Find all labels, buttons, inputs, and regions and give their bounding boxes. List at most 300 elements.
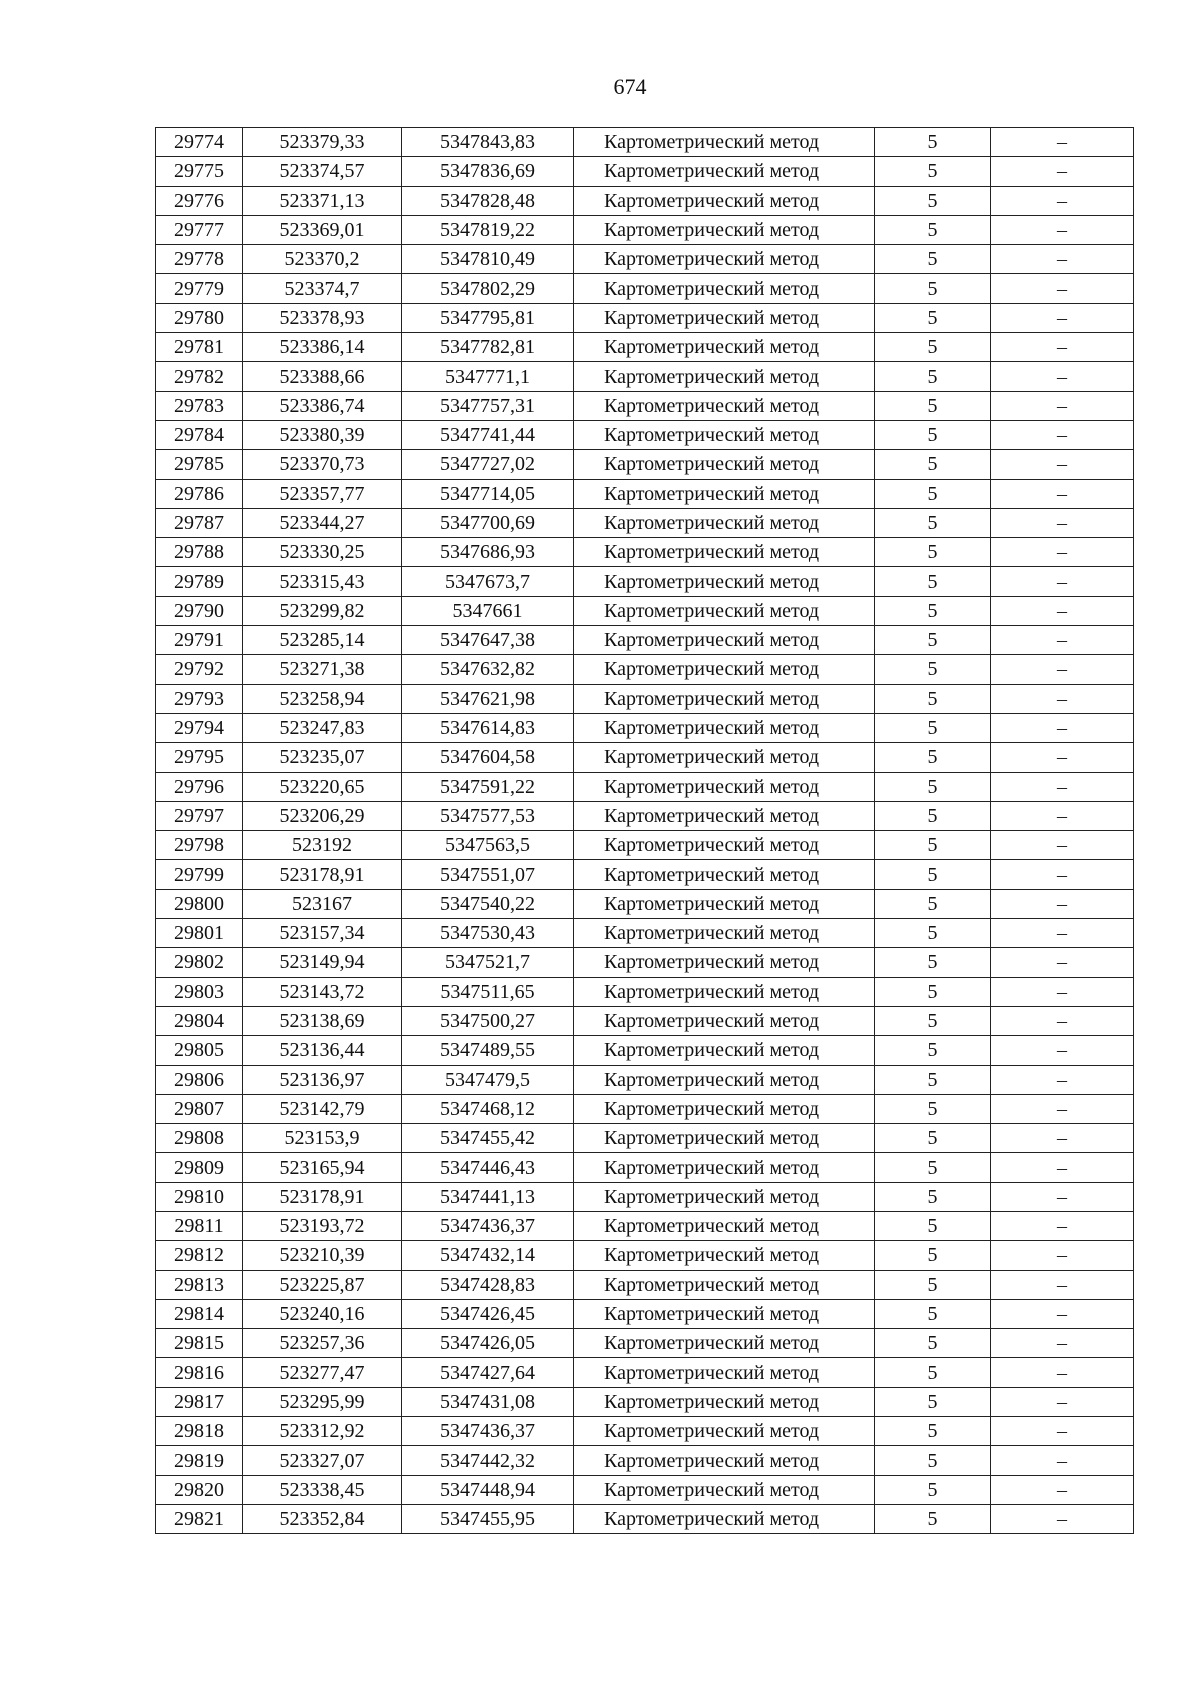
table-row [156, 596, 1134, 625]
accuracy-cell: 5 [875, 1006, 991, 1035]
accuracy-cell: 5 [875, 1270, 991, 1299]
point-number-cell: 29796 [156, 772, 243, 801]
accuracy-cell: 5 [875, 303, 991, 332]
method-cell: Картометрический метод [574, 1446, 875, 1475]
accuracy-cell: 5 [875, 1153, 991, 1182]
y-coordinate-cell: 5347802,29 [402, 274, 574, 303]
accuracy-cell: 5 [875, 743, 991, 772]
coordinates-table [155, 127, 1134, 1534]
coordinates-table-body [156, 128, 1134, 1534]
point-number-cell: 29787 [156, 508, 243, 537]
description-cell: – [991, 508, 1134, 537]
method-cell: Картометрический метод [574, 1417, 875, 1446]
accuracy-cell: 5 [875, 362, 991, 391]
accuracy-cell: 5 [875, 1358, 991, 1387]
description-cell: – [991, 948, 1134, 977]
accuracy-cell: 5 [875, 919, 991, 948]
method-cell: Картометрический метод [574, 391, 875, 420]
table-row [156, 1475, 1134, 1504]
y-coordinate-cell: 5347621,98 [402, 684, 574, 713]
method-cell: Картометрический метод [574, 743, 875, 772]
point-number-cell: 29821 [156, 1504, 243, 1533]
y-coordinate-cell: 5347757,31 [402, 391, 574, 420]
method-cell: Картометрический метод [574, 801, 875, 830]
x-coordinate-cell: 523271,38 [243, 655, 402, 684]
point-number-cell: 29798 [156, 831, 243, 860]
table-row [156, 1299, 1134, 1328]
accuracy-cell: 5 [875, 508, 991, 537]
method-cell: Картометрический метод [574, 479, 875, 508]
description-cell: – [991, 420, 1134, 449]
description-cell: – [991, 567, 1134, 596]
method-cell: Картометрический метод [574, 215, 875, 244]
accuracy-cell: 5 [875, 684, 991, 713]
table-row [156, 1504, 1134, 1533]
table-row [156, 919, 1134, 948]
description-cell: – [991, 186, 1134, 215]
point-number-cell: 29782 [156, 362, 243, 391]
accuracy-cell: 5 [875, 391, 991, 420]
method-cell: Картометрический метод [574, 538, 875, 567]
point-number-cell: 29815 [156, 1329, 243, 1358]
x-coordinate-cell: 523327,07 [243, 1446, 402, 1475]
table-row [156, 977, 1134, 1006]
description-cell: – [991, 479, 1134, 508]
point-number-cell: 29789 [156, 567, 243, 596]
description-cell: – [991, 333, 1134, 362]
method-cell: Картометрический метод [574, 1299, 875, 1328]
table-row [156, 538, 1134, 567]
description-cell: – [991, 684, 1134, 713]
point-number-cell: 29785 [156, 450, 243, 479]
accuracy-cell: 5 [875, 977, 991, 1006]
accuracy-cell: 5 [875, 1387, 991, 1416]
point-number-cell: 29816 [156, 1358, 243, 1387]
method-cell: Картометрический метод [574, 1065, 875, 1094]
point-number-cell: 29807 [156, 1094, 243, 1123]
x-coordinate-cell: 523386,74 [243, 391, 402, 420]
point-number-cell: 29799 [156, 860, 243, 889]
method-cell: Картометрический метод [574, 772, 875, 801]
description-cell: – [991, 362, 1134, 391]
x-coordinate-cell: 523315,43 [243, 567, 402, 596]
point-number-cell: 29791 [156, 626, 243, 655]
table-row [156, 1241, 1134, 1270]
method-cell: Картометрический метод [574, 1358, 875, 1387]
method-cell: Картометрический метод [574, 1475, 875, 1504]
y-coordinate-cell: 5347828,48 [402, 186, 574, 215]
x-coordinate-cell: 523338,45 [243, 1475, 402, 1504]
table-row [156, 684, 1134, 713]
y-coordinate-cell: 5347431,08 [402, 1387, 574, 1416]
y-coordinate-cell: 5347714,05 [402, 479, 574, 508]
y-coordinate-cell: 5347551,07 [402, 860, 574, 889]
method-cell: Картометрический метод [574, 1153, 875, 1182]
table-row [156, 1065, 1134, 1094]
x-coordinate-cell: 523374,57 [243, 157, 402, 186]
x-coordinate-cell: 523374,7 [243, 274, 402, 303]
method-cell: Картометрический метод [574, 860, 875, 889]
x-coordinate-cell: 523136,97 [243, 1065, 402, 1094]
description-cell: – [991, 450, 1134, 479]
method-cell: Картометрический метод [574, 889, 875, 918]
y-coordinate-cell: 5347441,13 [402, 1182, 574, 1211]
table-row [156, 128, 1134, 157]
table-row [156, 450, 1134, 479]
y-coordinate-cell: 5347530,43 [402, 919, 574, 948]
table-row [156, 713, 1134, 742]
accuracy-cell: 5 [875, 655, 991, 684]
table-row [156, 1329, 1134, 1358]
method-cell: Картометрический метод [574, 1504, 875, 1533]
accuracy-cell: 5 [875, 450, 991, 479]
y-coordinate-cell: 5347448,94 [402, 1475, 574, 1504]
point-number-cell: 29788 [156, 538, 243, 567]
x-coordinate-cell: 523388,66 [243, 362, 402, 391]
y-coordinate-cell: 5347836,69 [402, 157, 574, 186]
accuracy-cell: 5 [875, 1446, 991, 1475]
x-coordinate-cell: 523220,65 [243, 772, 402, 801]
y-coordinate-cell: 5347810,49 [402, 245, 574, 274]
point-number-cell: 29776 [156, 186, 243, 215]
x-coordinate-cell: 523299,82 [243, 596, 402, 625]
point-number-cell: 29786 [156, 479, 243, 508]
accuracy-cell: 5 [875, 420, 991, 449]
x-coordinate-cell: 523379,33 [243, 128, 402, 157]
table-row [156, 860, 1134, 889]
accuracy-cell: 5 [875, 479, 991, 508]
table-row [156, 1446, 1134, 1475]
method-cell: Картометрический метод [574, 948, 875, 977]
table-row [156, 274, 1134, 303]
y-coordinate-cell: 5347426,05 [402, 1329, 574, 1358]
x-coordinate-cell: 523378,93 [243, 303, 402, 332]
method-cell: Картометрический метод [574, 831, 875, 860]
method-cell: Картометрический метод [574, 1094, 875, 1123]
point-number-cell: 29818 [156, 1417, 243, 1446]
y-coordinate-cell: 5347442,32 [402, 1446, 574, 1475]
x-coordinate-cell: 523225,87 [243, 1270, 402, 1299]
accuracy-cell: 5 [875, 1241, 991, 1270]
table-row [156, 1211, 1134, 1240]
accuracy-cell: 5 [875, 889, 991, 918]
y-coordinate-cell: 5347700,69 [402, 508, 574, 537]
accuracy-cell: 5 [875, 831, 991, 860]
accuracy-cell: 5 [875, 1504, 991, 1533]
y-coordinate-cell: 5347436,37 [402, 1211, 574, 1240]
table-row [156, 333, 1134, 362]
description-cell: – [991, 1299, 1134, 1328]
description-cell: – [991, 801, 1134, 830]
method-cell: Картометрический метод [574, 567, 875, 596]
description-cell: – [991, 1358, 1134, 1387]
x-coordinate-cell: 523370,2 [243, 245, 402, 274]
y-coordinate-cell: 5347843,83 [402, 128, 574, 157]
accuracy-cell: 5 [875, 215, 991, 244]
table-row [156, 157, 1134, 186]
description-cell: – [991, 772, 1134, 801]
accuracy-cell: 5 [875, 948, 991, 977]
x-coordinate-cell: 523247,83 [243, 713, 402, 742]
description-cell: – [991, 977, 1134, 1006]
y-coordinate-cell: 5347741,44 [402, 420, 574, 449]
table-row [156, 245, 1134, 274]
table-row [156, 479, 1134, 508]
y-coordinate-cell: 5347540,22 [402, 889, 574, 918]
description-cell: – [991, 1241, 1134, 1270]
description-cell: – [991, 1475, 1134, 1504]
x-coordinate-cell: 523149,94 [243, 948, 402, 977]
point-number-cell: 29795 [156, 743, 243, 772]
point-number-cell: 29784 [156, 420, 243, 449]
method-cell: Картометрический метод [574, 362, 875, 391]
x-coordinate-cell: 523285,14 [243, 626, 402, 655]
y-coordinate-cell: 5347428,83 [402, 1270, 574, 1299]
point-number-cell: 29783 [156, 391, 243, 420]
y-coordinate-cell: 5347479,5 [402, 1065, 574, 1094]
point-number-cell: 29781 [156, 333, 243, 362]
x-coordinate-cell: 523352,84 [243, 1504, 402, 1533]
point-number-cell: 29820 [156, 1475, 243, 1504]
description-cell: – [991, 1329, 1134, 1358]
accuracy-cell: 5 [875, 1211, 991, 1240]
x-coordinate-cell: 523157,34 [243, 919, 402, 948]
method-cell: Картометрический метод [574, 508, 875, 537]
table-row [156, 1417, 1134, 1446]
method-cell: Картометрический метод [574, 128, 875, 157]
description-cell: – [991, 1446, 1134, 1475]
description-cell: – [991, 303, 1134, 332]
accuracy-cell: 5 [875, 128, 991, 157]
table-row [156, 1270, 1134, 1299]
x-coordinate-cell: 523380,39 [243, 420, 402, 449]
x-coordinate-cell: 523258,94 [243, 684, 402, 713]
x-coordinate-cell: 523178,91 [243, 860, 402, 889]
x-coordinate-cell: 523257,36 [243, 1329, 402, 1358]
method-cell: Картометрический метод [574, 596, 875, 625]
x-coordinate-cell: 523153,9 [243, 1124, 402, 1153]
table-row [156, 1387, 1134, 1416]
description-cell: – [991, 860, 1134, 889]
x-coordinate-cell: 523235,07 [243, 743, 402, 772]
y-coordinate-cell: 5347614,83 [402, 713, 574, 742]
method-cell: Картометрический метод [574, 1387, 875, 1416]
point-number-cell: 29809 [156, 1153, 243, 1182]
x-coordinate-cell: 523370,73 [243, 450, 402, 479]
accuracy-cell: 5 [875, 567, 991, 596]
x-coordinate-cell: 523312,92 [243, 1417, 402, 1446]
x-coordinate-cell: 523143,72 [243, 977, 402, 1006]
y-coordinate-cell: 5347489,55 [402, 1036, 574, 1065]
point-number-cell: 29793 [156, 684, 243, 713]
description-cell: – [991, 1094, 1134, 1123]
accuracy-cell: 5 [875, 1475, 991, 1504]
point-number-cell: 29819 [156, 1446, 243, 1475]
x-coordinate-cell: 523240,16 [243, 1299, 402, 1328]
method-cell: Картометрический метод [574, 1241, 875, 1270]
x-coordinate-cell: 523206,29 [243, 801, 402, 830]
y-coordinate-cell: 5347782,81 [402, 333, 574, 362]
x-coordinate-cell: 523369,01 [243, 215, 402, 244]
method-cell: Картометрический метод [574, 333, 875, 362]
x-coordinate-cell: 523210,39 [243, 1241, 402, 1270]
method-cell: Картометрический метод [574, 420, 875, 449]
table-row [156, 303, 1134, 332]
point-number-cell: 29811 [156, 1211, 243, 1240]
y-coordinate-cell: 5347795,81 [402, 303, 574, 332]
y-coordinate-cell: 5347577,53 [402, 801, 574, 830]
description-cell: – [991, 538, 1134, 567]
method-cell: Картометрический метод [574, 157, 875, 186]
description-cell: – [991, 1270, 1134, 1299]
table-row [156, 1036, 1134, 1065]
x-coordinate-cell: 523330,25 [243, 538, 402, 567]
table-row [156, 420, 1134, 449]
method-cell: Картометрический метод [574, 245, 875, 274]
description-cell: – [991, 1006, 1134, 1035]
x-coordinate-cell: 523371,13 [243, 186, 402, 215]
description-cell: – [991, 1211, 1134, 1240]
y-coordinate-cell: 5347468,12 [402, 1094, 574, 1123]
x-coordinate-cell: 523357,77 [243, 479, 402, 508]
x-coordinate-cell: 523193,72 [243, 1211, 402, 1240]
method-cell: Картометрический метод [574, 303, 875, 332]
y-coordinate-cell: 5347771,1 [402, 362, 574, 391]
accuracy-cell: 5 [875, 1036, 991, 1065]
method-cell: Картометрический метод [574, 1124, 875, 1153]
table-row [156, 801, 1134, 830]
point-number-cell: 29794 [156, 713, 243, 742]
point-number-cell: 29779 [156, 274, 243, 303]
y-coordinate-cell: 5347563,5 [402, 831, 574, 860]
description-cell: – [991, 1153, 1134, 1182]
description-cell: – [991, 1504, 1134, 1533]
table-row [156, 362, 1134, 391]
accuracy-cell: 5 [875, 1182, 991, 1211]
description-cell: – [991, 128, 1134, 157]
table-row [156, 655, 1134, 684]
table-row [156, 1006, 1134, 1035]
accuracy-cell: 5 [875, 157, 991, 186]
table-row [156, 508, 1134, 537]
point-number-cell: 29802 [156, 948, 243, 977]
y-coordinate-cell: 5347673,7 [402, 567, 574, 596]
description-cell: – [991, 889, 1134, 918]
point-number-cell: 29792 [156, 655, 243, 684]
y-coordinate-cell: 5347427,64 [402, 1358, 574, 1387]
accuracy-cell: 5 [875, 1417, 991, 1446]
description-cell: – [991, 919, 1134, 948]
table-row [156, 772, 1134, 801]
y-coordinate-cell: 5347511,65 [402, 977, 574, 1006]
accuracy-cell: 5 [875, 1094, 991, 1123]
description-cell: – [991, 1124, 1134, 1153]
point-number-cell: 29778 [156, 245, 243, 274]
description-cell: – [991, 1065, 1134, 1094]
y-coordinate-cell: 5347455,42 [402, 1124, 574, 1153]
point-number-cell: 29805 [156, 1036, 243, 1065]
point-number-cell: 29812 [156, 1241, 243, 1270]
point-number-cell: 29806 [156, 1065, 243, 1094]
x-coordinate-cell: 523295,99 [243, 1387, 402, 1416]
point-number-cell: 29790 [156, 596, 243, 625]
point-number-cell: 29775 [156, 157, 243, 186]
y-coordinate-cell: 5347521,7 [402, 948, 574, 977]
table-row [156, 889, 1134, 918]
table-row [156, 948, 1134, 977]
description-cell: – [991, 743, 1134, 772]
description-cell: – [991, 215, 1134, 244]
point-number-cell: 29801 [156, 919, 243, 948]
table-row [156, 215, 1134, 244]
table-row [156, 743, 1134, 772]
table-row [156, 1094, 1134, 1123]
point-number-cell: 29804 [156, 1006, 243, 1035]
table-row [156, 567, 1134, 596]
x-coordinate-cell: 523167 [243, 889, 402, 918]
y-coordinate-cell: 5347661 [402, 596, 574, 625]
accuracy-cell: 5 [875, 333, 991, 362]
method-cell: Картометрический метод [574, 450, 875, 479]
point-number-cell: 29774 [156, 128, 243, 157]
accuracy-cell: 5 [875, 1299, 991, 1328]
table-row [156, 391, 1134, 420]
table-row [156, 1182, 1134, 1211]
point-number-cell: 29810 [156, 1182, 243, 1211]
method-cell: Картометрический метод [574, 1182, 875, 1211]
description-cell: – [991, 157, 1134, 186]
method-cell: Картометрический метод [574, 919, 875, 948]
y-coordinate-cell: 5347455,95 [402, 1504, 574, 1533]
description-cell: – [991, 274, 1134, 303]
y-coordinate-cell: 5347426,45 [402, 1299, 574, 1328]
point-number-cell: 29780 [156, 303, 243, 332]
method-cell: Картометрический метод [574, 977, 875, 1006]
y-coordinate-cell: 5347727,02 [402, 450, 574, 479]
y-coordinate-cell: 5347446,43 [402, 1153, 574, 1182]
method-cell: Картометрический метод [574, 1270, 875, 1299]
y-coordinate-cell: 5347604,58 [402, 743, 574, 772]
point-number-cell: 29817 [156, 1387, 243, 1416]
table-row [156, 831, 1134, 860]
method-cell: Картометрический метод [574, 655, 875, 684]
point-number-cell: 29814 [156, 1299, 243, 1328]
method-cell: Картометрический метод [574, 713, 875, 742]
x-coordinate-cell: 523178,91 [243, 1182, 402, 1211]
description-cell: – [991, 626, 1134, 655]
y-coordinate-cell: 5347432,14 [402, 1241, 574, 1270]
accuracy-cell: 5 [875, 626, 991, 655]
table-row [156, 1124, 1134, 1153]
table-row [156, 1153, 1134, 1182]
x-coordinate-cell: 523165,94 [243, 1153, 402, 1182]
table-row [156, 186, 1134, 215]
y-coordinate-cell: 5347647,38 [402, 626, 574, 655]
method-cell: Картометрический метод [574, 1211, 875, 1240]
method-cell: Картометрический метод [574, 684, 875, 713]
description-cell: – [991, 831, 1134, 860]
method-cell: Картометрический метод [574, 1036, 875, 1065]
method-cell: Картометрический метод [574, 186, 875, 215]
accuracy-cell: 5 [875, 186, 991, 215]
y-coordinate-cell: 5347591,22 [402, 772, 574, 801]
description-cell: – [991, 655, 1134, 684]
point-number-cell: 29808 [156, 1124, 243, 1153]
x-coordinate-cell: 523277,47 [243, 1358, 402, 1387]
method-cell: Картометрический метод [574, 1006, 875, 1035]
description-cell: – [991, 1036, 1134, 1065]
accuracy-cell: 5 [875, 713, 991, 742]
